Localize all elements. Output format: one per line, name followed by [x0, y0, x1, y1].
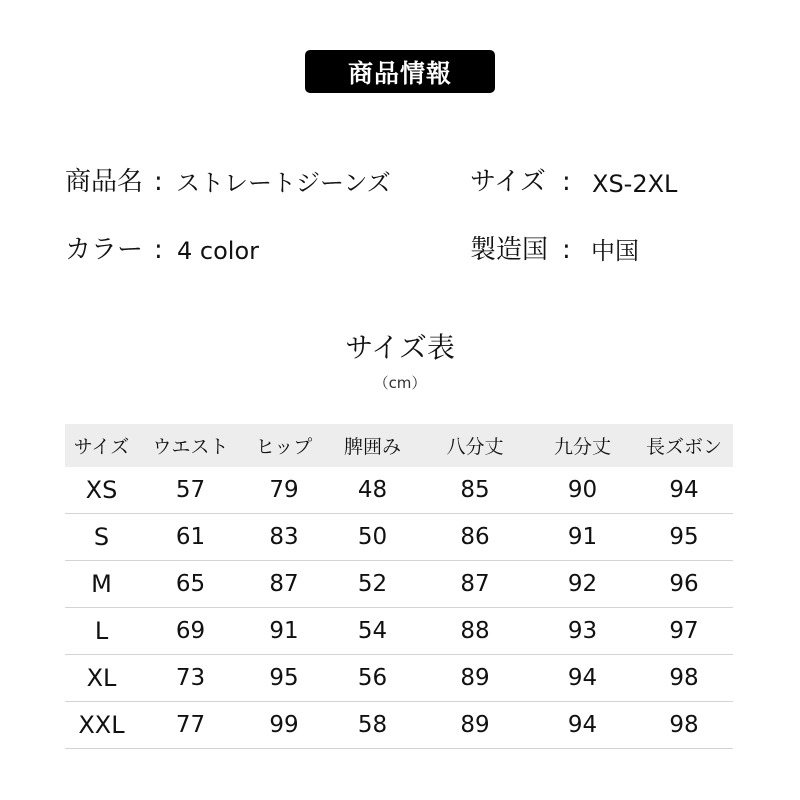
eighth-length-cell: 85 — [420, 467, 530, 514]
header-eighth-length: 八分丈 — [420, 424, 530, 467]
full-length-cell: 94 — [635, 467, 733, 514]
table-row — [65, 655, 733, 702]
waist-cell: 69 — [138, 608, 243, 655]
header-size: サイズ — [65, 424, 138, 467]
eighth-length-cell: 89 — [420, 702, 530, 749]
size-cell: L — [65, 608, 138, 655]
ninth-length-cell: 91 — [530, 514, 635, 561]
thigh-cell: 50 — [325, 514, 420, 561]
header-hip: ヒップ — [243, 424, 325, 467]
thigh-cell: 58 — [325, 702, 420, 749]
full-length-cell: 98 — [635, 655, 733, 702]
size-table-header-row — [65, 424, 733, 467]
waist-cell: 77 — [138, 702, 243, 749]
eighth-length-cell: 89 — [420, 655, 530, 702]
ninth-length-cell: 92 — [530, 561, 635, 608]
waist-cell: 73 — [138, 655, 243, 702]
size-table-unit: （cm） — [373, 374, 427, 392]
hip-cell: 95 — [243, 655, 325, 702]
table-row — [65, 467, 733, 514]
full-length-cell: 96 — [635, 561, 733, 608]
table-row — [65, 608, 733, 655]
waist-cell: 57 — [138, 467, 243, 514]
full-length-cell: 95 — [635, 514, 733, 561]
product-name-separator: : — [154, 167, 163, 197]
thigh-cell: 54 — [325, 608, 420, 655]
ninth-length-cell: 94 — [530, 655, 635, 702]
full-length-cell: 97 — [635, 608, 733, 655]
table-row — [65, 561, 733, 608]
size-cell: S — [65, 514, 138, 561]
size-cell: XL — [65, 655, 138, 702]
eighth-length-cell: 86 — [420, 514, 530, 561]
waist-cell: 61 — [138, 514, 243, 561]
header-full-length: 長ズボン — [635, 424, 733, 467]
product-info-badge: 商品情報 — [305, 50, 495, 93]
color-value: 4 color — [177, 237, 259, 265]
origin-label: 製造国 — [470, 235, 549, 265]
color-separator: : — [154, 235, 163, 265]
header-waist: ウエスト — [138, 424, 243, 467]
size-range-value: XS-2XL — [592, 170, 678, 198]
product-name-value: ストレートジーンズ — [176, 169, 391, 197]
hip-cell: 79 — [243, 467, 325, 514]
size-range-separator: : — [562, 167, 571, 197]
hip-cell: 91 — [243, 608, 325, 655]
hip-cell: 99 — [243, 702, 325, 749]
size-cell: XS — [65, 467, 138, 514]
thigh-cell: 56 — [325, 655, 420, 702]
ninth-length-cell: 94 — [530, 702, 635, 749]
size-table — [65, 424, 733, 749]
header-ninth-length: 九分丈 — [530, 424, 635, 467]
origin-value: 中国 — [591, 237, 639, 265]
hip-cell: 87 — [243, 561, 325, 608]
full-length-cell: 98 — [635, 702, 733, 749]
eighth-length-cell: 87 — [420, 561, 530, 608]
size-cell: M — [65, 561, 138, 608]
product-name-label: 商品名 — [65, 167, 144, 197]
eighth-length-cell: 88 — [420, 608, 530, 655]
ninth-length-cell: 90 — [530, 467, 635, 514]
waist-cell: 65 — [138, 561, 243, 608]
ninth-length-cell: 93 — [530, 608, 635, 655]
origin-separator: : — [562, 235, 571, 265]
table-row — [65, 702, 733, 749]
header-thigh: 脾囲み — [325, 424, 420, 467]
size-table-title: サイズ表 — [345, 331, 455, 364]
hip-cell: 83 — [243, 514, 325, 561]
thigh-cell: 48 — [325, 467, 420, 514]
color-label: カラー — [65, 235, 144, 265]
size-range-label: サイズ — [470, 167, 546, 197]
thigh-cell: 52 — [325, 561, 420, 608]
size-cell: XXL — [65, 702, 138, 749]
table-row — [65, 514, 733, 561]
